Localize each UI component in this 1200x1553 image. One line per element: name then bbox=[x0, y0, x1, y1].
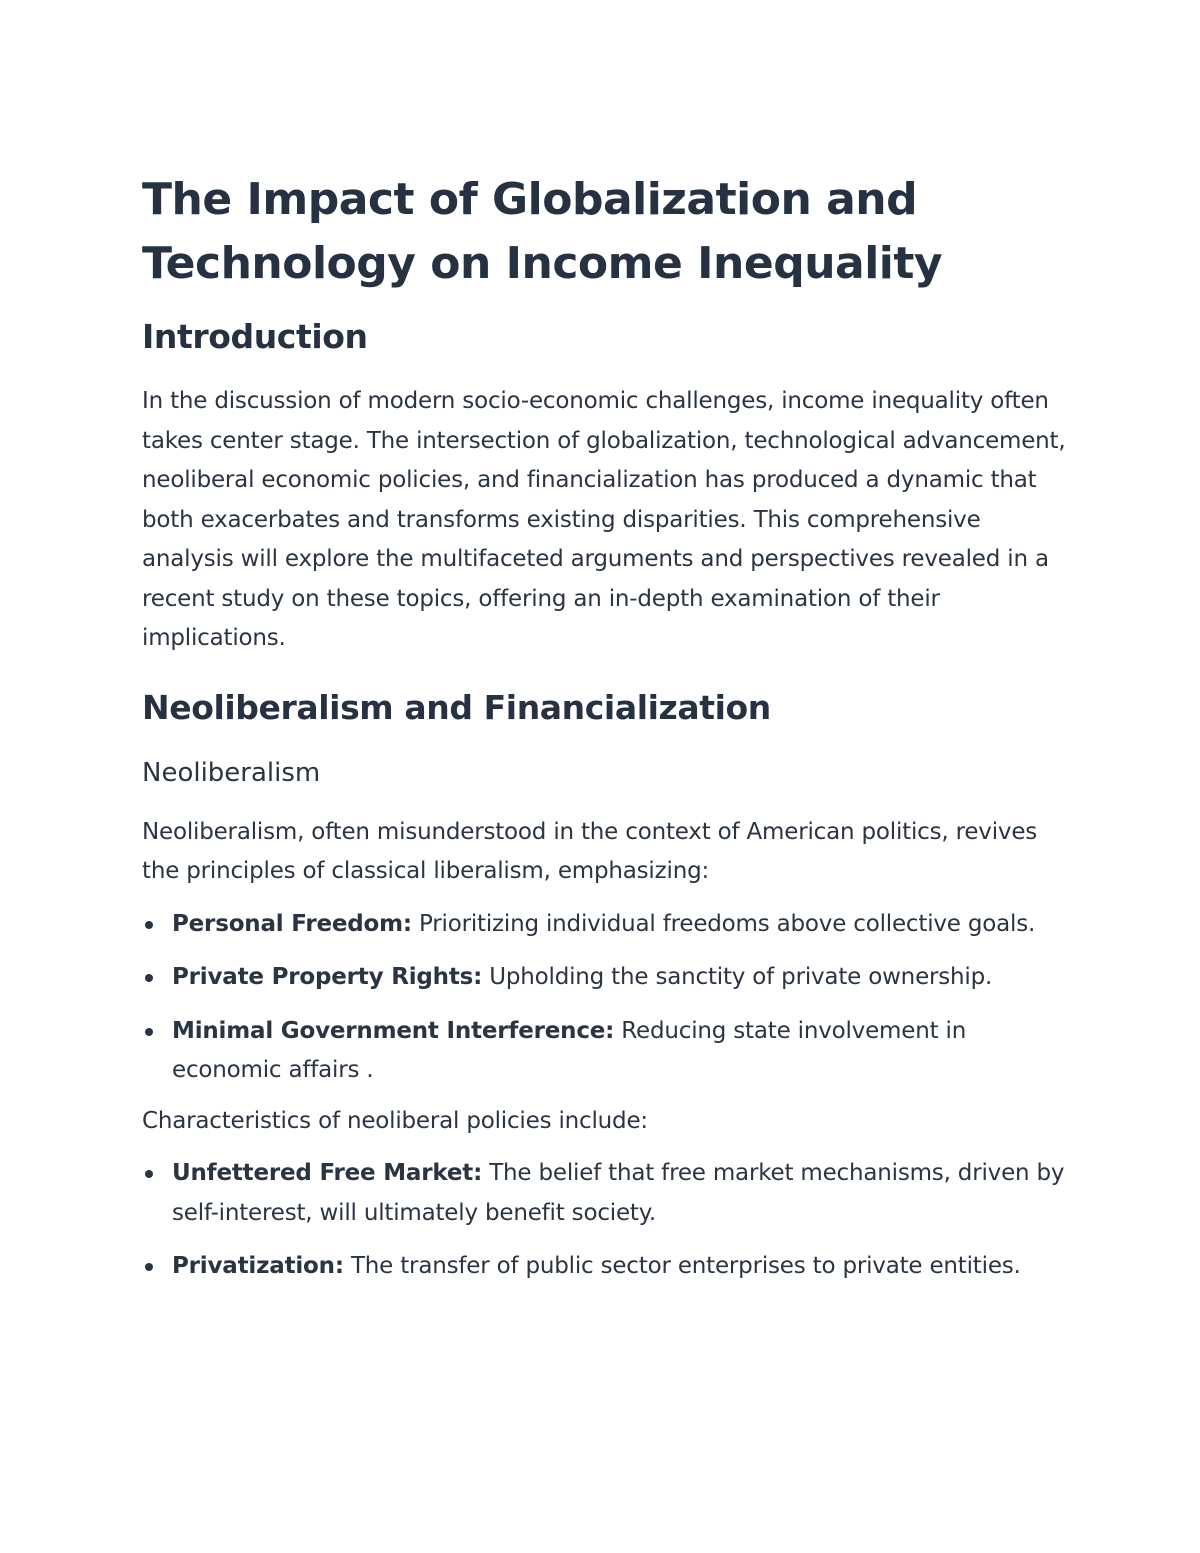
list-item-text: Prioritizing individual freedoms above collective goals. bbox=[411, 910, 1036, 937]
list-item-term: Private Property Rights: bbox=[172, 964, 483, 990]
list-item-text: The belief that free market mechanisms, driven by self-interest, will ultimately benefit society. bbox=[172, 1160, 1065, 1226]
subheading-neoliberalism: Neoliberalism bbox=[142, 757, 321, 788]
list-item-term: Privatization: bbox=[172, 1253, 344, 1279]
introduction-paragraph: In the discussion of modern socio-economic challenges, income inequality often takes center stage. The intersection of globalization, technological advancement, neoliberal economic policies, and financialization has produced a dynamic that both exacerbates and transforms existing disparities. This comprehensive analysis will explore the multifaceted arguments and perspectives revealed in a recent study on these topics, offering an in-depth examination of their implications. bbox=[142, 388, 1066, 651]
section-heading-neoliberalism-financialization: Neoliberalism and Financialization bbox=[142, 687, 771, 727]
list-item-text: Reducing state involvement in economic affairs . bbox=[172, 1017, 967, 1083]
bullet-icon bbox=[145, 1028, 153, 1036]
neoliberalism-paragraph: Neoliberalism, often misunderstood in the context of American politics, revives the principles of classical liberalism, emphasizing: bbox=[142, 818, 1038, 884]
characteristics-list bbox=[142, 1154, 1072, 1287]
list-item-term: Minimal Government Interference: bbox=[172, 1017, 615, 1044]
bullet-icon bbox=[145, 921, 153, 929]
list-item bbox=[142, 1154, 1072, 1233]
document-page bbox=[142, 168, 1072, 1287]
list-item bbox=[142, 958, 1072, 998]
list-item bbox=[142, 1012, 1072, 1091]
list-item-term: Personal Freedom: bbox=[172, 910, 412, 937]
bullet-icon bbox=[145, 974, 153, 982]
list-item-term: Unfettered Free Market: bbox=[172, 1160, 483, 1186]
list-item-text: The transfer of public sector enterprises to private entities. bbox=[343, 1253, 1021, 1279]
list-item-text: Upholding the sanctity of private ownership. bbox=[482, 964, 993, 990]
list-item bbox=[142, 905, 1072, 945]
principles-list bbox=[142, 905, 1072, 1091]
characteristics-intro: Characteristics of neoliberal policies include: bbox=[142, 1107, 648, 1134]
section-heading-introduction: Introduction bbox=[142, 317, 368, 356]
bullet-icon bbox=[145, 1170, 153, 1178]
bullet-icon bbox=[145, 1263, 153, 1271]
document-title: The Impact of Globalization and Technology on Income Inequality bbox=[142, 174, 943, 289]
list-item bbox=[142, 1247, 1072, 1287]
